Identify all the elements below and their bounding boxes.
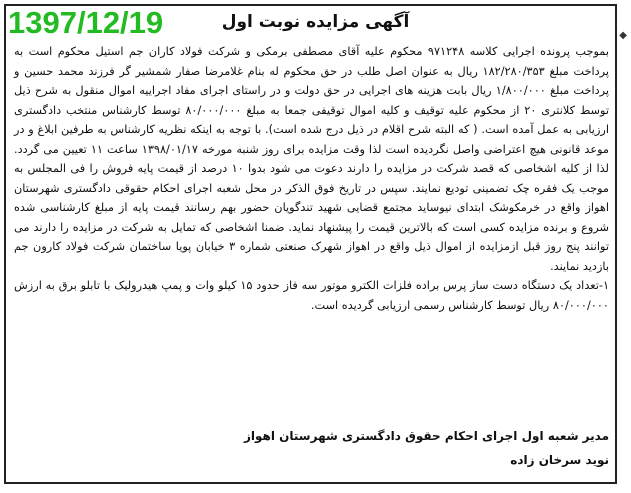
auction-item: ۱-تعداد یک دستگاه دست ساز پرس براده فلزات الکترو موتور سه فاز حدود ۱۵ کیلو وات و پمپ هیدرولیک با تابلو برق به ارزش ۸۰/۰۰۰/۰۰۰ ریال توسط کارشناس رسمی ارزیابی گردیده است.	[14, 279, 610, 312]
notice-title: آگهی مزایده نوبت اول	[221, 12, 410, 32]
signature-title: مدیر شعبه اول اجرای احکام حقوق دادگستری شهرستان اهواز	[244, 429, 609, 443]
signature-name: نوید سرخان زاده	[510, 453, 609, 467]
notice-body	[14, 42, 609, 315]
corner-marker-icon: ◆	[619, 30, 627, 41]
date-stamp: 1397/12/19	[8, 5, 164, 40]
signature-block	[14, 424, 609, 472]
notice-paragraph: بموجب پرونده اجرایی کلاسه ۹۷۱۲۴۸ محکوم علیه آقای مصطفی برمکی و شرکت فولاد کاران جم استیل محکوم است به پرداخت مبلغ ۱۸۲/۲۸۰/۳۵۳ ریال به عنوان اصل طلب در حق محکوم له بنام غلامرضا صفار شمشیر گر فرزند محمد حسین و پرداخت مبلغ ۱/۸۰۰/۰۰۰ ریال بابت هزینه های اجرایی در حق دولت و در راستای اجرای مفاد اجراییه اموال منقول به شرح ذیل توسط کلانتری ۲۰ از محکوم علیه توقیف و کلیه اموال توقیفی جمعا به مبلغ ۸۰/۰۰۰/۰۰۰ توسط کارشناس منتخب دادگستری ارزیابی به عمل آمده است. ( که البته شرح اقلام در ذیل درج شده است). با توجه به اینکه نظریه کارشناس به طرفین ابلاغ و در موعد قانونی هیچ اعتراضی واصل نگردیده است لذا وقت مزایده برای روز شنبه مورخه ۱۳۹۸/۰۱/۱۷ ساعت ۱۱ تعیین می گردد. لذا از کلیه اشخاصی که قصد شرکت در مزایده را دارند دعوت می شود بدوا ۱۰ درصد از قیمت پایه فروش را فی المجلس به موجب یک فقره چک تضمینی تودیع نمایند. سپس در تاریخ فوق الذکر در محل شعبه اجرای احکام حقوقی دادگستری شهرستان اهواز واقع در خرمکوشک ابتدای نیوساید مجتمع قضایی شهید تندگویان حضور بهم رسانند قیمت پایه از مبلغ کارشناسی شده شروع و برنده مزایده کسی است که بالاترین قیمت را پیشنهاد نماید. ضمنا اشخاصی که تمایل به شرکت در مزایده را دارند می توانند پنج روز قبل ازمزایده از اموال ذیل واقع در اهواز شهرک صنعتی شماره ۳ خیابان پویا ساختمان شرکت فولاد کارون جم بازدید نمایند.	[14, 45, 609, 273]
